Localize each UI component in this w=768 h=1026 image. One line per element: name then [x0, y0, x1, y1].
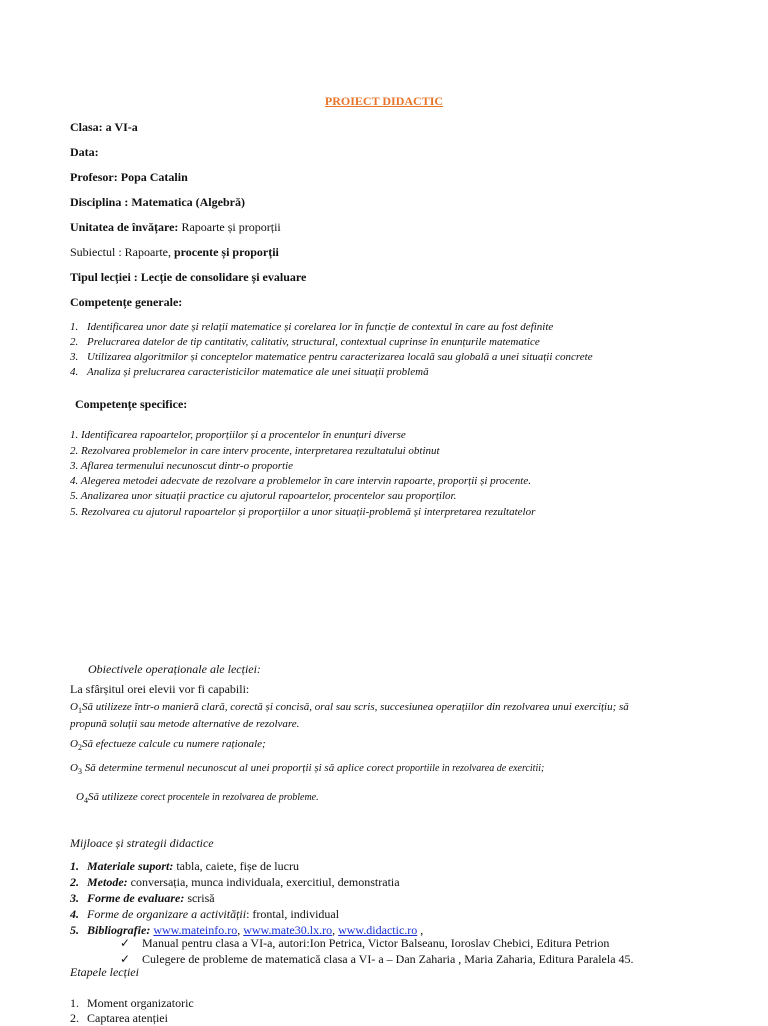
bibliography-list	[120, 935, 634, 967]
objective-o1: $O_1Să$ utilizeze într-o manieră clară, corectă și concisă, oral sau scris, succesiunea operațiilor din rezolvarea unui exercițiu; să	[70, 701, 629, 715]
list-item: 2. Captarea atenției	[70, 1011, 168, 1025]
objective-o1-cont: propună soluții sau metode alternative de rezolvare.	[70, 718, 300, 730]
objective-o4: $O_4Să$ utilizeze corect procentele in rezolvarea de probleme.	[76, 791, 319, 805]
disciplina-value-bold: Algebră	[199, 195, 241, 209]
subiectul-line	[70, 245, 279, 259]
unitatea-label: Unitatea de învățare:	[70, 220, 182, 234]
list-item: 3. Utilizarea algoritmilor și conceptelor matematice pentru caracterizarea locală sau globală a unei situații concrete	[70, 351, 593, 363]
etapele-heading: Etapele lecției	[70, 965, 139, 979]
list-item: 1. Materiale suport: tabla, caiete, fișe de lucru	[70, 859, 299, 873]
objective-o3: $O_3$ Să determine termenul necunoscut al unei proporții și să aplice corect proportiile in rezolvarea de exercitii;	[70, 762, 545, 776]
subiectul-label: Subiectul :	[70, 245, 125, 259]
link-didactic[interactable]: www.didactic.ro	[338, 923, 418, 937]
link-mate30[interactable]: www.mate30.lx.ro	[243, 923, 333, 937]
list-item: 1. Identificarea rapoartelor, proporțiilor și a procentelor în enunțuri diverse	[70, 429, 406, 441]
clasa-label: Clasa:	[70, 120, 106, 134]
list-item: 1. Moment organizatoric	[70, 996, 194, 1010]
unitatea-line	[70, 220, 281, 234]
list-item: 4. Forme de organizare a activității: frontal, individual	[70, 907, 340, 921]
checkmark-icon: ✓	[120, 936, 131, 950]
competente-specifice-heading: Competențe specifice:	[75, 397, 188, 411]
list-item: 1. Identificarea unor date și relații matematice și corelarea lor în funcție de contextul în care au fost definite	[70, 321, 554, 333]
unitatea-value: Rapoarte și proporții	[181, 220, 281, 234]
list-item: 4. Alegerea metodei adecvate de rezolvare a problemelor în care intervin rapoarte, proporții și procente.	[70, 475, 531, 487]
clasa-value: a VI-a	[105, 120, 138, 134]
competente-generale-heading: Competențe generale:	[70, 295, 183, 309]
mijloace-list	[70, 858, 423, 938]
list-item: 2. Metode: conversația, munca individuala, exercitiul, demonstratia	[70, 875, 400, 889]
page-title: PROIECT DIDACTIC	[324, 94, 444, 108]
disciplina-label: Disciplina :	[70, 195, 132, 209]
tipul-label: Tipul lecției :	[70, 270, 141, 284]
disciplina-value: Matematica (	[131, 195, 200, 209]
checkmark-icon: ✓	[120, 952, 131, 966]
disciplina-close: )	[240, 195, 245, 209]
clasa-line	[70, 120, 138, 134]
subiectul-value-bold: procente și proporții	[173, 245, 279, 259]
etapele-list	[70, 996, 194, 1026]
list-item: ✓ Manual pentru clasa a VI-a, autori:Ion Petrica, Victor Balseanu, Ioroslav Chebici, Editura Petrion	[120, 936, 610, 950]
disciplina-line	[70, 195, 245, 209]
list-item: 2. Rezolvarea problemelor in care interv procente, interpretarea rezultatului obtinut	[70, 445, 440, 457]
list-item: 5. Rezolvarea cu ajutorul rapoartelor și proporțiilor a unor situații-problemă și interpretarea rezultatelor	[70, 506, 536, 518]
list-item: 4. Analiza și prelucrarea caracteristicilor matematice ale unei situații problemă	[70, 366, 429, 378]
profesor-label: Profesor:	[70, 170, 121, 184]
mijloace-heading: Mijloace și strategii didactice	[70, 836, 214, 850]
list-item: 5. Analizarea unor situații practice cu ajutorul rapoartelor, procentelor sau proporților.	[70, 490, 457, 502]
objective-o2: $O_2Să$ efectueze calcule cu numere raționale;	[70, 738, 266, 752]
subiectul-value: Rapoarte,	[124, 245, 174, 259]
competente-generale-list	[70, 320, 593, 380]
link-mateinfo[interactable]: www.mateinfo.ro	[153, 923, 238, 937]
obiective-intro: La sfârșitul orei elevii vor fi capabili:	[70, 682, 250, 696]
profesor-line	[70, 170, 188, 184]
data-line: Data:	[70, 145, 99, 159]
list-item: 3. Aflarea termenului necunoscut dintr-o proportie	[70, 460, 294, 472]
list-item: ✓ Culegere de probleme de matematică clasa a VI- a – Dan Zaharia , Maria Zaharia, Editura Paralela 45.	[120, 952, 634, 966]
list-item: 5. Bibliografie: www.mateinfo.ro, www.mate30.lx.ro, www.didactic.ro ,	[70, 923, 424, 937]
tipul-line	[70, 270, 306, 284]
list-item: 3. Forme de evaluare: scrisă	[70, 891, 215, 905]
profesor-value: Popa Catalin	[120, 170, 188, 184]
obiective-heading: Obiectivele operaționale ale lecției:	[88, 662, 261, 676]
tipul-value: Lecție de consolidare și evaluare	[140, 270, 307, 284]
list-item: 2. Prelucrarea datelor de tip cantitativ, calitativ, structural, contextual cuprinse în enunțurile matematice	[70, 336, 540, 348]
